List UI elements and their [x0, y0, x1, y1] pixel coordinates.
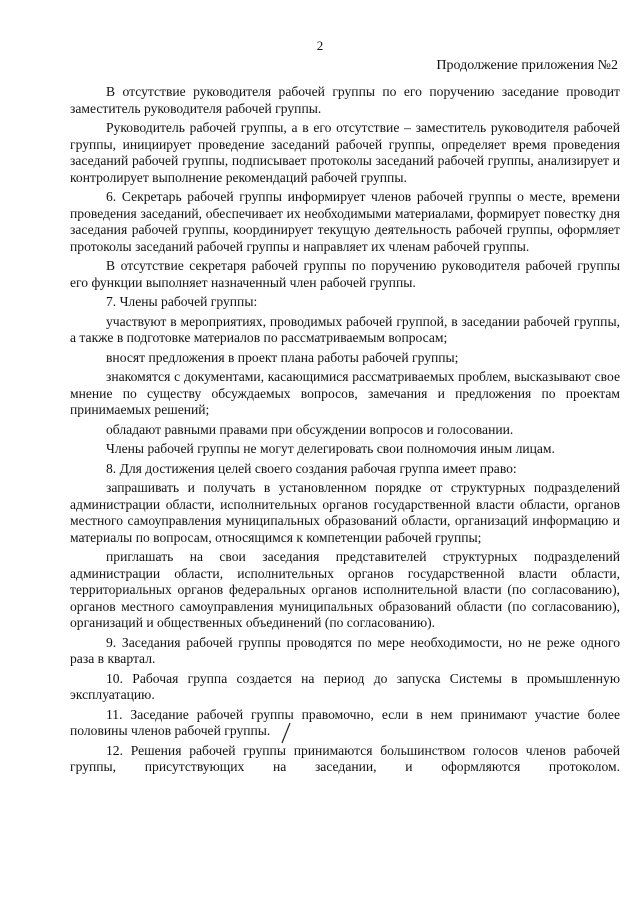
- paragraph: знакомятся с документами, касающимися рассматриваемых проблем, высказывают свое мнение по существу обсуждаемых вопросов, замечания и предложения по проектам принимаемых решений;: [70, 369, 620, 417]
- paragraph: Руководитель рабочей группы, а в его отсутствие – заместитель руководителя рабочей группы, инициирует проведение заседаний рабочей группы, определяет время проведения заседаний рабочей группы, подписывает протоколы заседаний рабочей группы, анализирует и контролирует выполнение рекомендаций рабочей группы.: [70, 120, 620, 185]
- paragraph: 11. Заседание рабочей группы правомочно, если в нем принимают участие более половины членов рабочей группы.: [70, 706, 620, 738]
- document-body: [70, 84, 620, 779]
- paragraph: вносят предложения в проект плана работы рабочей группы;: [106, 349, 459, 365]
- paragraph: 9. Заседания рабочей группы проводятся по мере необходимости, но не реже одного раза в квартал.: [70, 634, 620, 666]
- paragraph: 12. Решения рабочей группы принимаются большинством голосов членов рабочей группы, присутствующих на заседании, и оформляются протоколом.: [70, 742, 620, 774]
- paragraph: 8. Для достижения целей своего создания рабочая группа имеет право:: [106, 460, 517, 476]
- paragraph: участвуют в мероприятиях, проводимых рабочей группой, в заседании рабочей группы, а также в подготовке материалов по рассматриваемым вопросам;: [70, 313, 620, 345]
- paragraph: 6. Секретарь рабочей группы информирует членов рабочей группы о месте, времени проведения заседаний, обеспечивает их необходимыми материалами, формирует повестку дня заседания рабочей группы, координирует текущую деятельность рабочей группы, оформляет протоколы заседаний рабочей группы и направляет их членам рабочей группы.: [70, 189, 620, 254]
- paragraph: 10. Рабочая группа создается на период до запуска Системы в промышленную эксплуатацию.: [70, 670, 620, 702]
- paragraph: В отсутствие секретаря рабочей группы по поручению руководителя рабочей группы его функции выполняет назначенный член рабочей группы.: [70, 258, 620, 290]
- page-number: 2: [316, 38, 324, 53]
- paragraph: 7. Члены рабочей группы:: [106, 294, 258, 309]
- paragraph: обладают равными правами при обсуждении вопросов и голосовании.: [106, 421, 514, 437]
- appendix-continuation-label: Продолжение приложения №2: [436, 58, 618, 73]
- pen-mark-icon: [280, 722, 292, 744]
- paragraph: Члены рабочей группы не могут делегировать свои полномочия иным лицам.: [106, 441, 555, 456]
- paragraph: В отсутствие руководителя рабочей группы по его поручению заседание проводит заместитель руководителя рабочей группы.: [70, 84, 620, 116]
- paragraph: приглашать на свои заседания представителей структурных подразделений администрации области, исполнительных органов государственной власти области, территориальных органов федеральных органов исполнительной власти (по согласованию), органов местного самоуправления муниципальных образований области (по согласованию), организаций и общественных объединений (по согласованию).: [70, 549, 620, 630]
- paragraph: запрашивать и получать в установленном порядке от структурных подразделений администрации области, исполнительных органов государственной власти области, органов местного самоуправления муниципальных образований области, организаций информацию и материалы по вопросам, относящимся к компетенции рабочей группы;: [70, 480, 620, 545]
